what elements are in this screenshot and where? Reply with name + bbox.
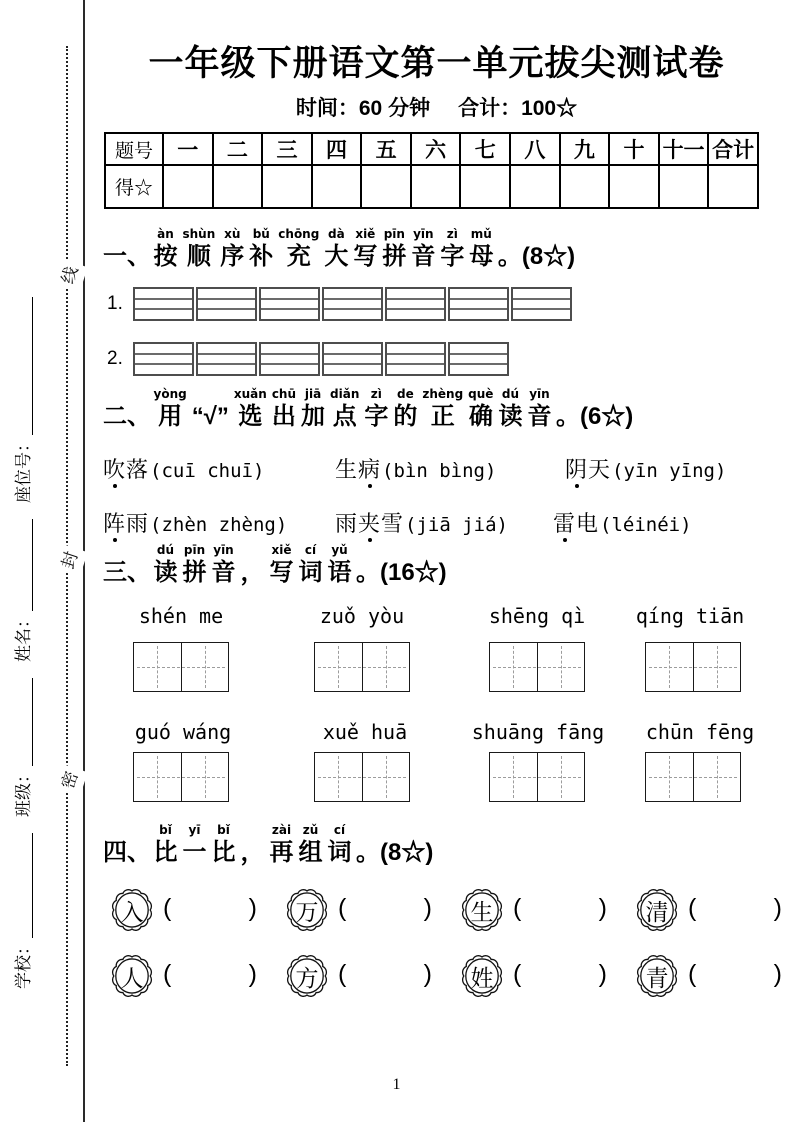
- heading-ruby-unit: [299, 543, 323, 587]
- dotted-word: [553, 511, 599, 536]
- heading-pinyin: shùn: [182, 227, 216, 241]
- pinyin-writing-cell[interactable]: [259, 287, 320, 321]
- compare-character: 方: [295, 964, 319, 991]
- phonetic-choice-item[interactable]: [103, 507, 287, 538]
- student-info-label: 座位号：: [14, 435, 33, 503]
- heading-ruby-unit: [299, 823, 323, 867]
- heading-ruby-unit: [353, 227, 377, 271]
- student-info-label: 姓名：: [14, 611, 33, 662]
- question-number-cell: 三: [262, 133, 312, 165]
- word-character: 生: [335, 457, 359, 482]
- tianzige-cell[interactable]: [315, 643, 362, 691]
- tianzige-cell[interactable]: [181, 643, 229, 691]
- heading-ruby-unit: [328, 543, 352, 587]
- paren-open: (: [163, 894, 172, 922]
- score-cell[interactable]: [411, 165, 461, 208]
- heading-ruby-unit: [241, 543, 265, 587]
- word-building-blank[interactable]: [163, 892, 257, 924]
- question-number-cell: 五: [361, 133, 411, 165]
- exam-total-score: 合计：100☆: [458, 97, 578, 120]
- section-score: 。(6☆): [555, 403, 634, 430]
- question-number-cell: 十: [609, 133, 659, 165]
- pinyin-writing-cell[interactable]: [385, 287, 446, 321]
- pinyin-word: shuāng fāng: [471, 720, 605, 744]
- compare-character: 生: [470, 898, 494, 925]
- pinyin-word: shén me: [138, 604, 224, 628]
- paren-close: ): [773, 894, 782, 922]
- paren-open: (: [338, 894, 347, 922]
- heading-pinyin: cí: [304, 543, 317, 557]
- heading-ruby-unit: [183, 823, 207, 867]
- question-number-cell: 六: [411, 133, 461, 165]
- paren-close: ): [598, 960, 607, 988]
- heading-pinyin: chū: [271, 387, 297, 401]
- heading-pinyin: dú: [501, 387, 520, 401]
- heading-ruby-unit: [278, 227, 319, 271]
- seal-character: 线: [48, 257, 87, 292]
- heading-ruby-unit: [364, 387, 388, 431]
- heading-character: 点: [332, 403, 357, 430]
- score-cell[interactable]: [460, 165, 510, 208]
- answer-row-label: 1.: [107, 293, 123, 314]
- tianzige-grid[interactable]: [133, 752, 229, 802]
- paren-close: ): [773, 960, 782, 988]
- heading-ruby-unit: [469, 227, 493, 271]
- heading-character: 大: [324, 243, 349, 270]
- paren-open: (: [688, 960, 697, 988]
- heading-pinyin: yīn: [413, 227, 434, 241]
- score-cell[interactable]: [213, 165, 263, 208]
- heading-ruby-unit: [183, 543, 207, 587]
- word-building-blank[interactable]: [338, 958, 432, 990]
- heading-character: 按: [153, 243, 178, 270]
- heading-pinyin: dú: [156, 543, 175, 557]
- class-blank[interactable]: [12, 678, 33, 766]
- pinyin-writing-cell[interactable]: [322, 342, 383, 376]
- heading-ruby-unit: [382, 227, 406, 271]
- tianzige-grid[interactable]: [314, 642, 410, 692]
- word-character: 雷: [553, 507, 576, 538]
- heading-ruby-unit: [212, 823, 236, 867]
- score-table: [104, 132, 759, 209]
- section-2-heading: [103, 387, 633, 431]
- four-line-grid: [133, 342, 509, 376]
- heading-character: 词: [327, 839, 352, 866]
- heading-character: 选: [238, 403, 263, 430]
- heading-ruby-unit: [440, 227, 464, 271]
- phonetic-choice-item[interactable]: [335, 507, 508, 538]
- heading-pinyin: xiě: [355, 227, 376, 241]
- phonetic-choice-item[interactable]: [553, 507, 692, 538]
- heading-pinyin: cí: [333, 823, 346, 837]
- heading-ruby-unit: [220, 227, 244, 271]
- dotted-word: [565, 457, 611, 482]
- question-number-cell: 八: [510, 133, 560, 165]
- pinyin-writing-cell[interactable]: [448, 342, 509, 376]
- heading-pinyin: yīn: [213, 543, 234, 557]
- seat-number-blank[interactable]: [12, 297, 33, 435]
- heading-character: 序: [220, 243, 245, 270]
- pronunciation-options: (léinéi): [600, 514, 692, 536]
- heading-pinyin: xiě: [271, 543, 292, 557]
- tianzige-cell[interactable]: [134, 753, 181, 801]
- heading-character: 补: [249, 243, 274, 270]
- heading-character: 用: [158, 403, 183, 430]
- compare-character: 入: [120, 898, 144, 925]
- heading-ruby-unit: [301, 387, 325, 431]
- word-character: 阴: [565, 453, 588, 484]
- tianzige-cell[interactable]: [693, 753, 741, 801]
- flower-character-badge: [281, 949, 333, 1003]
- heading-pinyin: què: [468, 387, 494, 401]
- pinyin-word: chūn fēng: [645, 720, 755, 744]
- heading-character: 拼: [182, 559, 207, 586]
- section-4-heading: [103, 823, 433, 867]
- heading-character: 比: [153, 839, 178, 866]
- word-building-blank[interactable]: [163, 958, 257, 990]
- school-blank[interactable]: [12, 833, 33, 938]
- tianzige-cell[interactable]: [537, 643, 585, 691]
- section-1-heading: [103, 227, 575, 271]
- question-number-cell: 九: [560, 133, 610, 165]
- heading-pinyin: pīn: [183, 543, 206, 557]
- pinyin-word: shēng qì: [488, 604, 586, 628]
- pinyin-writing-cell[interactable]: [133, 287, 194, 321]
- tianzige-grid[interactable]: [489, 752, 585, 802]
- word-character: 电: [576, 511, 600, 536]
- section-3-heading: [103, 543, 447, 587]
- seal-character: 密: [48, 762, 87, 797]
- heading-pinyin: àn: [157, 227, 174, 241]
- heading-ruby-unit: [468, 387, 493, 431]
- tianzige-cell[interactable]: [646, 643, 693, 691]
- paren-open: (: [513, 894, 522, 922]
- question-number-cell: 十一: [659, 133, 709, 165]
- heading-pinyin: zǔ: [302, 823, 319, 837]
- heading-ruby-unit: [324, 227, 348, 271]
- section-number: 三、: [103, 559, 151, 586]
- word-character: 吹: [103, 453, 126, 484]
- heading-pinyin: chōng: [278, 227, 320, 241]
- compare-character: 清: [645, 898, 669, 925]
- heading-ruby-unit: [411, 227, 435, 271]
- heading-character: 字: [364, 403, 389, 430]
- word-building-blank[interactable]: [688, 958, 782, 990]
- four-line-grid: [133, 287, 572, 321]
- section-1-answer-row-1: [107, 287, 572, 321]
- heading-character: 写: [353, 243, 378, 270]
- pinyin-word: guó wáng: [134, 720, 232, 744]
- compare-character: 姓: [470, 964, 494, 991]
- flower-character-badge: [456, 883, 508, 937]
- heading-ruby-unit: [154, 227, 178, 271]
- heading-character: 顺: [186, 243, 211, 270]
- heading-character: 出: [271, 403, 296, 430]
- pinyin-writing-cell[interactable]: [511, 287, 572, 321]
- heading-ruby-unit: [270, 543, 294, 587]
- pinyin-writing-cell[interactable]: [196, 287, 257, 321]
- heading-pinyin: yī: [188, 823, 201, 837]
- heading-pinyin: zì: [370, 387, 382, 401]
- heading-pinyin: mǔ: [470, 227, 492, 241]
- heading-ruby-unit: [249, 227, 273, 271]
- heading-character: 正: [430, 403, 455, 430]
- paren-open: (: [163, 960, 172, 988]
- tianzige-cell[interactable]: [537, 753, 585, 801]
- pronunciation-options: (cuī chuī): [150, 460, 265, 482]
- word-building-blank[interactable]: [513, 958, 607, 990]
- paren-open: (: [688, 894, 697, 922]
- paren-open: (: [338, 960, 347, 988]
- tianzige-cell[interactable]: [362, 753, 410, 801]
- heading-pinyin: zhèng: [422, 387, 464, 401]
- exam-meta: [95, 92, 778, 122]
- score-cell[interactable]: [510, 165, 560, 208]
- pinyin-writing-cell[interactable]: [322, 287, 383, 321]
- paren-close: ): [248, 960, 257, 988]
- heading-character: 比: [211, 839, 236, 866]
- word-character: 雨: [126, 511, 150, 536]
- compare-character: 人: [120, 964, 144, 991]
- section-number: 四、: [103, 839, 151, 866]
- score-cell[interactable]: [361, 165, 411, 208]
- tianzige-grid[interactable]: [133, 642, 229, 692]
- heading-ruby-unit: [212, 543, 236, 587]
- heading-pinyin: zì: [446, 227, 458, 241]
- heading-ruby-unit: [154, 543, 178, 587]
- phonetic-choice-item[interactable]: [565, 453, 726, 484]
- heading-character: 确: [468, 403, 493, 430]
- heading-character: 读: [153, 559, 178, 586]
- heading-character: 语: [327, 559, 352, 586]
- heading-character: 音: [211, 559, 236, 586]
- heading-character: ，: [240, 839, 265, 866]
- score-cell[interactable]: [609, 165, 659, 208]
- pinyin-writing-cell[interactable]: [385, 342, 446, 376]
- heading-ruby-unit: [330, 387, 359, 431]
- section-number: 二、: [103, 403, 151, 430]
- heading-character: ，: [240, 559, 265, 586]
- score-cell[interactable]: [262, 165, 312, 208]
- tianzige-cell[interactable]: [693, 643, 741, 691]
- question-number-cell: 二: [213, 133, 263, 165]
- compare-character: 青: [645, 964, 669, 991]
- dotted-word: [103, 457, 149, 482]
- word-building-blank[interactable]: [688, 892, 782, 924]
- compare-character: 万: [295, 898, 319, 925]
- score-cell[interactable]: [312, 165, 362, 208]
- page-title: 一年级下册语文第一单元拔尖测试卷: [148, 44, 725, 83]
- heading-ruby-unit: [527, 387, 551, 431]
- heading-character: 母: [469, 243, 494, 270]
- heading-pinyin: bǔ: [252, 227, 270, 241]
- pronunciation-options: (yīn yīng): [612, 460, 727, 482]
- pronunciation-options: (bìn bìng): [382, 460, 497, 482]
- pinyin-writing-cell[interactable]: [259, 342, 320, 376]
- question-number-cell: 七: [460, 133, 510, 165]
- tianzige-grid[interactable]: [645, 752, 741, 802]
- paren-open: (: [513, 960, 522, 988]
- section-1-answer-row-2: [107, 342, 509, 376]
- heading-ruby-unit: [154, 823, 178, 867]
- heading-ruby-unit: [422, 387, 463, 431]
- name-blank[interactable]: [12, 519, 33, 611]
- heading-ruby-unit: [498, 387, 522, 431]
- heading-character: 的: [393, 403, 418, 430]
- pronunciation-options: (jiā jiá): [405, 514, 508, 536]
- tianzige-cell[interactable]: [490, 643, 537, 691]
- word-building-blank[interactable]: [513, 892, 607, 924]
- heading-character: 组: [298, 839, 323, 866]
- section-score: 。(8☆): [356, 839, 434, 866]
- word-building-blank[interactable]: [338, 892, 432, 924]
- question-number-cell: 四: [312, 133, 362, 165]
- flower-character-badge: [456, 949, 508, 1003]
- paren-close: ): [598, 894, 607, 922]
- student-info-strip: [7, 53, 41, 989]
- heading-ruby-unit: [272, 387, 296, 431]
- flower-character-badge: [631, 883, 683, 937]
- section-score: 。(16☆): [356, 559, 447, 586]
- tianzige-grid[interactable]: [489, 642, 585, 692]
- tianzige-cell[interactable]: [134, 643, 181, 691]
- heading-ruby-unit: [234, 387, 267, 431]
- pronunciation-options: (zhèn zhèng): [150, 514, 288, 536]
- flower-character-badge: [281, 883, 333, 937]
- heading-character: 加: [301, 403, 326, 430]
- tianzige-grid[interactable]: [645, 642, 741, 692]
- heading-pinyin: xuǎn: [233, 387, 267, 401]
- question-number-cell: 合计: [708, 133, 758, 165]
- heading-ruby-unit: [183, 227, 216, 271]
- heading-pinyin: yǔ: [331, 543, 348, 557]
- pinyin-word: zuǒ yòu: [319, 604, 405, 628]
- phonetic-choice-item[interactable]: [103, 453, 264, 484]
- paren-close: ): [423, 894, 432, 922]
- score-cell[interactable]: [560, 165, 610, 208]
- word-character: 落: [126, 457, 150, 482]
- dotted-word: [335, 457, 381, 482]
- heading-pinyin: pīn: [383, 227, 405, 241]
- pinyin-word: qíng tiān: [635, 604, 745, 628]
- heading-character: 一: [182, 839, 207, 866]
- page-number: 1: [392, 1076, 401, 1093]
- heading-pinyin: diǎn: [330, 387, 360, 401]
- flower-character-badge: [106, 949, 158, 1003]
- heading-character: 充: [286, 243, 311, 270]
- question-number-cell: 一: [163, 133, 213, 165]
- word-character: 天: [588, 457, 612, 482]
- tianzige-cell[interactable]: [181, 753, 229, 801]
- score-cell[interactable]: [659, 165, 709, 208]
- heading-pinyin: zài: [271, 823, 292, 837]
- score-cell[interactable]: [708, 165, 758, 208]
- section-score: 。(8☆): [497, 243, 576, 270]
- heading-ruby-unit: [393, 387, 417, 431]
- score-cell[interactable]: [163, 165, 213, 208]
- heading-character: 词: [298, 559, 323, 586]
- tianzige-cell[interactable]: [362, 643, 410, 691]
- heading-pinyin: yòng: [153, 387, 187, 401]
- heading-pinyin: bǐ: [159, 823, 172, 837]
- word-character: 病: [358, 453, 381, 484]
- heading-character: 字: [440, 243, 465, 270]
- tianzige-grid[interactable]: [314, 752, 410, 802]
- heading-character: 写: [269, 559, 294, 586]
- heading-character: 再: [269, 839, 294, 866]
- heading-pinyin: bǐ: [217, 823, 230, 837]
- section-number: 一、: [103, 243, 151, 270]
- tianzige-cell[interactable]: [646, 753, 693, 801]
- answer-row-label: 2.: [107, 348, 123, 369]
- heading-pinyin: dà: [327, 227, 345, 241]
- pinyin-writing-cell[interactable]: [133, 342, 194, 376]
- exam-time: 时间：60 分钟: [295, 97, 431, 120]
- heading-ruby-unit: [192, 387, 229, 431]
- word-character: 雨: [335, 511, 359, 536]
- pinyin-writing-cell[interactable]: [448, 287, 509, 321]
- heading-pinyin: xù: [224, 227, 241, 241]
- tianzige-cell[interactable]: [315, 753, 362, 801]
- heading-pinyin: yīn: [529, 387, 550, 401]
- word-character: 雪: [381, 511, 405, 536]
- student-info-label: 班级：: [14, 766, 33, 817]
- flower-character-badge: [106, 883, 158, 937]
- heading-character: 读: [498, 403, 523, 430]
- word-character: 夹: [358, 507, 381, 538]
- student-info-label: 学校：: [14, 938, 33, 989]
- heading-ruby-unit: [328, 823, 352, 867]
- word-character: 阵: [103, 507, 126, 538]
- heading-character: 音: [527, 403, 552, 430]
- heading-ruby-unit: [270, 823, 294, 867]
- pinyin-word: xuě huā: [322, 720, 408, 744]
- heading-pinyin: jiā: [304, 387, 322, 401]
- heading-character: 音: [411, 243, 436, 270]
- heading-pinyin: de: [396, 387, 414, 401]
- pinyin-writing-cell[interactable]: [196, 342, 257, 376]
- score-table-row2-label: 得☆: [105, 165, 163, 208]
- tianzige-cell[interactable]: [490, 753, 537, 801]
- score-table-row1-label: 题号: [105, 133, 163, 165]
- phonetic-choice-item[interactable]: [335, 453, 496, 484]
- flower-character-badge: [631, 949, 683, 1003]
- dotted-word: [335, 511, 404, 536]
- heading-character: 拼: [382, 243, 407, 270]
- paren-close: ): [248, 894, 257, 922]
- dotted-word: [103, 511, 149, 536]
- heading-character: “√”: [191, 403, 229, 430]
- heading-ruby-unit: [154, 387, 187, 431]
- seal-character: 封: [48, 542, 87, 577]
- paren-close: ): [423, 960, 432, 988]
- heading-ruby-unit: [241, 823, 265, 867]
